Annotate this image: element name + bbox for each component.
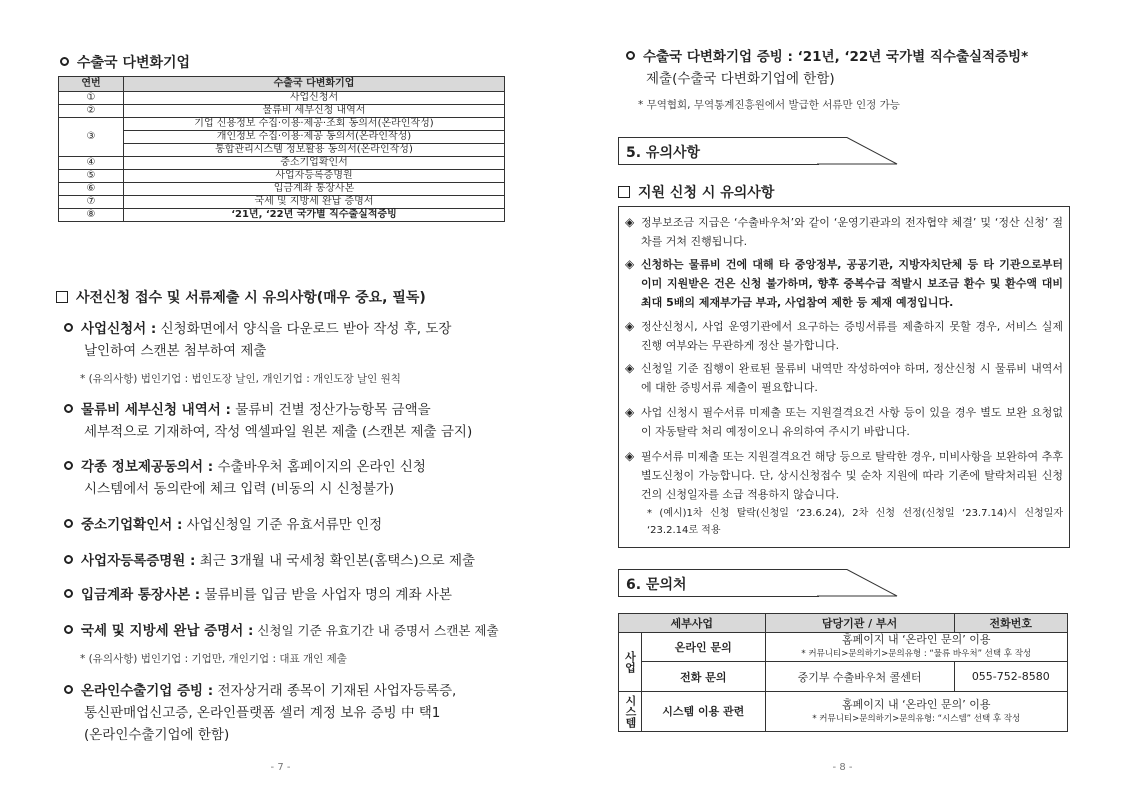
col-doc: 수출국 다변화기업 <box>124 77 505 92</box>
page-number: - 7 - <box>270 762 291 773</box>
notice-box <box>618 206 1070 548</box>
heading-exporter: 수출국 다변화기업 <box>60 52 190 72</box>
note-text: * (유의사항) 법인기업 : 법인도장 날인, 개인기업 : 개인도장 날인 원칙 <box>80 373 401 385</box>
table-row: 사업 온라인 문의 홈페이지 내 ‘온라인 문의’ 이용 * 커뮤니티>문의하기>문의유형 : “물류 바우처” 선택 후 작성 <box>619 633 1068 662</box>
contact-table: 세부사업 담당기관 / 부서 전화번호 사업 온라인 문의 홈페이지 내 ‘온라인 문의’ 이용 * 커뮤니티>문의하기>문의유형 : “물류 바우처” 선택 후 작성 전화 문의 중기부 수출바우처 콜센터 055-752-8580 시스템 시스템 이용 관련 홈페이지 내 ‘온라인 문의’ 이용 * 커뮤니티>문의하기>문의유형: “시스템” 선택 후 작성 <box>618 613 1068 732</box>
list-item: 입금계좌 통장사본 : 물류비를 입금 받을 사업자 명의 계좌 사본 <box>64 584 452 606</box>
notice-item: ◈ 정부보조금 지급은 ‘수출바우처’와 같이 ‘운영기관과의 전자협약 체결’ 및 ‘정산 신청’ 절차를 거쳐 진행됩니다. <box>625 215 1063 248</box>
table-row: ⑦ 국세 및 지방세 완납 증명서 <box>59 196 505 209</box>
diamond-bullet-icon: ◈ <box>625 257 635 271</box>
notice-item: ◈ 신청하는 물류비 건에 대해 타 중앙정부, 공공기관, 지방자치단체 등 타 기관으로부터 이미 지원받은 건은 신청 불가하며, 향후 중복수급 적발시 보조금 환수 및 환수액 대비 최대 5배의 제재부가금 부과, 사업참여 제한 등 제재 예정입니다. <box>625 257 1063 309</box>
section-5-header: 5. 유의사항 <box>618 137 898 165</box>
diamond-bullet-icon: ◈ <box>625 215 635 229</box>
notice-item: ◈ 신청일 기준 집행이 완료된 물류비 내역만 작성하여야 하며, 정산신청 시 물류비 내역서에 대한 증빙서류 제출이 필요합니다. <box>625 361 1063 394</box>
section-arrow-icon <box>817 569 899 597</box>
right-page <box>562 0 1123 793</box>
table-row: ⑥ 입금계좌 통장사본 <box>59 183 505 196</box>
documents-table <box>58 76 505 222</box>
list-item: 국세 및 지방세 완납 증명서 : 신청일 기준 유효기간 내 증명서 스캔본 제출 <box>64 620 499 642</box>
table-row: 통합관리시스템 정보활용 동의서(온라인작성) <box>59 144 505 157</box>
list-item: 중소기업확인서 : 사업신청일 기준 유효서류만 인정 <box>64 514 382 536</box>
table-row: ① 사업신청서 <box>59 92 505 105</box>
diamond-bullet-icon: ◈ <box>625 405 635 419</box>
table-row: ④ 중소기업확인서 <box>59 157 505 170</box>
exporter-evidence: 수출국 다변화기업 증빙 : ‘21년, ‘22년 국가별 직수출실적증빙* 제출(수출국 다변화기업에 한함) <box>626 46 1028 90</box>
table-row: ② 물류비 세부신청 내역서 <box>59 105 505 118</box>
heading-notice: 지원 신청 시 유의사항 <box>618 182 774 202</box>
table-row: 전화 문의 중기부 수출바우처 콜센터 055-752-8580 <box>619 662 1068 692</box>
table-row: ⑧ ‘21년, ‘22년 국가별 직수출실적증빙 <box>59 209 505 222</box>
table-row: 개인정보 수집·이용·제공 동의서(온라인작성) <box>59 131 505 144</box>
note-text: * (유의사항) 법인기업 : 기업만, 개인기업 : 대표 개인 제출 <box>80 653 347 665</box>
left-page <box>0 0 561 793</box>
page-number: - 8 - <box>832 762 853 773</box>
list-item: 온라인수출기업 증빙 : 전자상거래 종목이 기재된 사업자등록증, 통신판매업신고증, 온라인플랫폼 셀러 계정 보유 증빙 中 택1 (온라인수출기업에 한함) <box>64 680 456 746</box>
notice-item: ◈ 정산신청시, 사업 운영기관에서 요구하는 증빙서류를 제출하지 못할 경우, 서비스 실제 진행 여부와는 무관하게 정산 불가합니다. <box>625 319 1063 352</box>
notice-item: ◈ 필수서류 미제출 또는 지원결격요건 해당 등으로 탈락한 경우, 미비사항을 보완하여 추후 별도신청이 가능합니다. 단, 상시신청접수 및 순차 지원에 따라 기존에 탈락처리된 신청건의 신청일자를 소급 적용하지 않습니다. <box>625 449 1063 501</box>
diamond-bullet-icon: ◈ <box>625 449 635 463</box>
section-6-header: 6. 문의처 <box>618 569 898 597</box>
diamond-bullet-icon: ◈ <box>625 361 635 375</box>
heading-precautions: 사전신청 접수 및 서류제출 시 유의사항(매우 중요, 필독) <box>56 287 426 307</box>
notice-item: ◈ 사업 신청시 필수서류 미제출 또는 지원결격요건 사항 등이 있을 경우 별도 보완 요청없이 자동탈락 처리 예정이오니 유의하여 주시기 바랍니다. <box>625 405 1063 438</box>
list-item: 각종 정보제공동의서 : 수출바우처 홈페이지의 온라인 신청 시스템에서 동의란에 체크 입력 (비동의 시 신청불가) <box>64 456 426 500</box>
note-text: * 무역협회, 무역통계진흥원에서 발급한 서류만 인정 가능 <box>638 99 900 111</box>
table-row: ⑤ 사업자등록증명원 <box>59 170 505 183</box>
diamond-bullet-icon: ◈ <box>625 319 635 333</box>
table-row: ③ 기업 신용정보 수집·이용·제공·조회 동의서(온라인작성) <box>59 118 505 131</box>
list-item: 사업신청서 : 신청화면에서 양식을 다운로드 받아 작성 후, 도장 날인하여 스캔본 첨부하여 제출 <box>64 318 451 362</box>
list-item: 사업자등록증명원 : 최근 3개월 내 국세청 확인본(홈택스)으로 제출 <box>64 550 475 572</box>
notice-example: * (예시)1차 신청 탈락(신청일 ‘23.6.24), 2차 신청 선정(신청일 ‘23.7.14)시 신청일자 ‘23.2.14로 적용 <box>647 508 1063 536</box>
section-arrow-icon <box>817 137 899 165</box>
col-no: 연번 <box>59 77 124 92</box>
table-row: 시스템 시스템 이용 관련 홈페이지 내 ‘온라인 문의’ 이용 * 커뮤니티>문의하기>문의유형: “시스템” 선택 후 작성 <box>619 692 1068 732</box>
list-item: 물류비 세부신청 내역서 : 물류비 건별 정산가능항목 금액을 세부적으로 기재하여, 작성 엑셀파일 원본 제출 (스캔본 제출 금지) <box>64 399 472 443</box>
